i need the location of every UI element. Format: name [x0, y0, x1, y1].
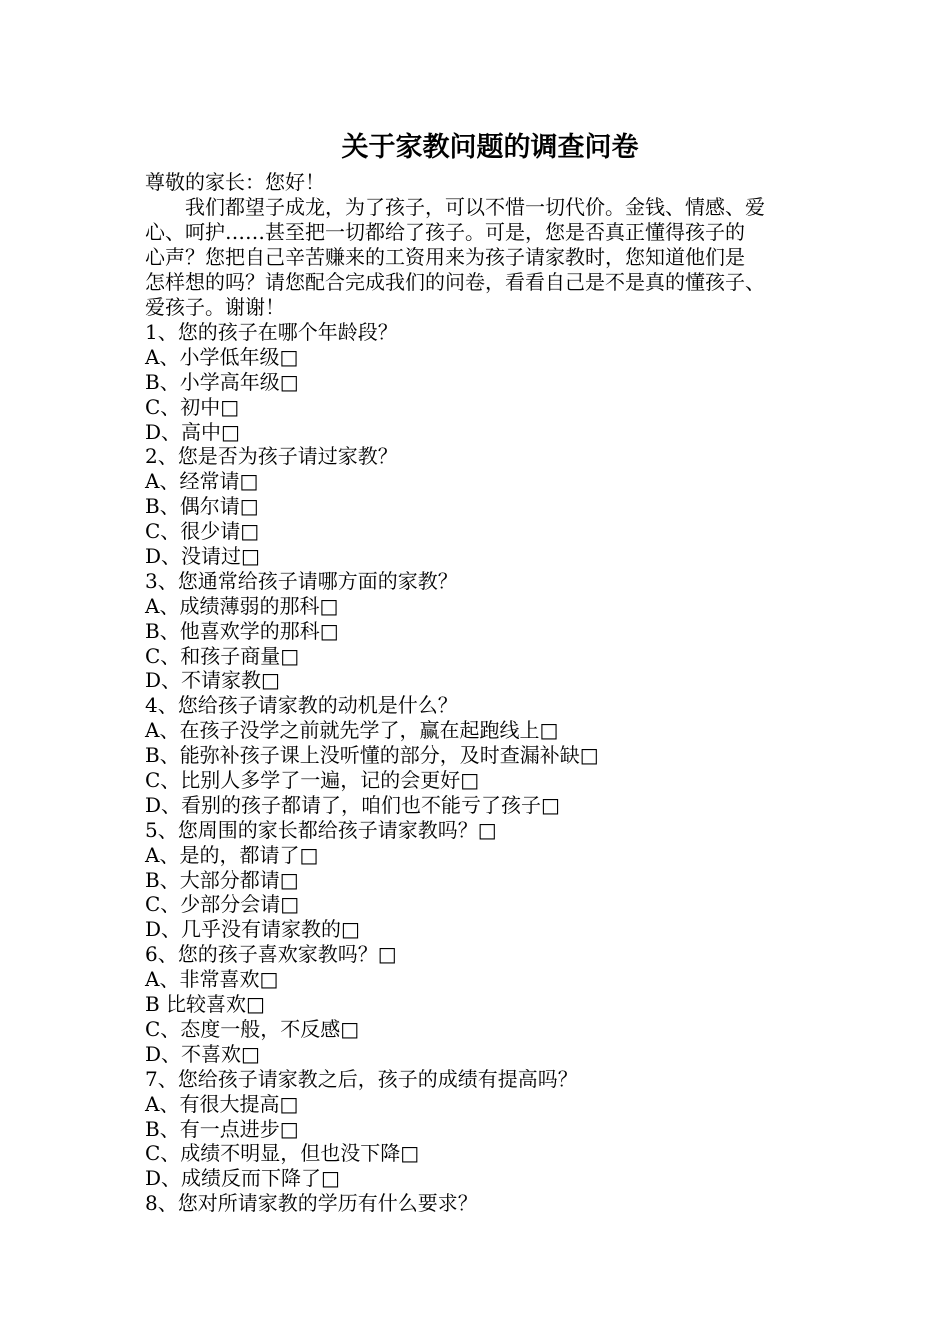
- option-b: B、偶尔请□: [145, 494, 259, 519]
- intro-line: 心声？您把自己辛苦赚来的工资用来为孩子请家教时，您知道他们是: [145, 245, 745, 269]
- intro-line: 爱孩子。谢谢！: [145, 295, 285, 319]
- option-b: B、大部分都请□: [145, 867, 299, 892]
- option-c: C、和孩子商量□: [145, 643, 300, 668]
- question-text: 5、您周围的家长都给孩子请家教吗？□: [145, 817, 497, 842]
- question-text: 6、您的孩子喜欢家教吗？□: [145, 942, 397, 967]
- option-c: C、态度一般，不反感□: [145, 1016, 360, 1041]
- question-text: 1、您的孩子在哪个年龄段？: [145, 320, 398, 344]
- document-page: [145, 126, 825, 1216]
- option-a: A、成绩薄弱的那科□: [145, 593, 339, 618]
- question-text: 3、您通常给孩子请哪方面的家教？: [145, 568, 458, 593]
- option-c: C、少部分会请□: [145, 892, 300, 917]
- question-text: 8、您对所请家教的学历有什么要求？: [145, 1191, 478, 1216]
- question-2: [145, 444, 825, 568]
- option-d: D、几乎没有请家教的□: [145, 917, 360, 942]
- option-d: D、成绩反而下降了□: [145, 1166, 340, 1191]
- question-8: [145, 1191, 825, 1216]
- question-5: [145, 818, 825, 942]
- option-d: D、不喜欢□: [145, 1041, 260, 1066]
- option-c: C、初中□: [145, 394, 240, 419]
- question-6: [145, 942, 825, 1066]
- option-d: D、没请过□: [145, 544, 260, 569]
- option-d: D、高中□: [145, 419, 240, 444]
- option-d: D、看别的孩子都请了，咱们也不能亏了孩子□: [145, 792, 560, 817]
- option-a: A、小学低年级□: [145, 344, 299, 369]
- intro-line: 心、呵护……甚至把一切都给了孩子。可是，您是否真正懂得孩子的: [145, 220, 745, 244]
- intro-line: 我们都望子成龙，为了孩子，可以不惜一切代价。金钱、情感、爱: [185, 195, 765, 219]
- question-text: 2、您是否为孩子请过家教？: [145, 444, 398, 469]
- option-a: A、在孩子没学之前就先学了，赢在起跑线上□: [145, 718, 559, 743]
- option-d: D、不请家教□: [145, 668, 280, 693]
- document-title: 关于家教问题的调查问卷: [341, 132, 639, 163]
- question-4: [145, 693, 825, 817]
- option-c: C、很少请□: [145, 519, 260, 544]
- option-b: B、他喜欢学的那科□: [145, 618, 339, 643]
- option-a: A、非常喜欢□: [145, 967, 279, 992]
- greeting: 尊敬的家长：您好！: [145, 170, 325, 194]
- option-b: B、有一点进步□: [145, 1116, 299, 1141]
- intro-line: 怎样想的吗？请您配合完成我们的问卷，看看自己是不是真的懂孩子、: [145, 270, 765, 294]
- option-c: C、成绩不明显，但也没下降□: [145, 1141, 420, 1166]
- option-c: C、比别人多学了一遍，记的会更好□: [145, 768, 480, 793]
- question-text: 7、您给孩子请家教之后，孩子的成绩有提高吗？: [145, 1066, 578, 1091]
- option-a: A、是的，都请了□: [145, 842, 319, 867]
- question-text: 4、您给孩子请家教的动机是什么？: [145, 693, 458, 718]
- question-1: [145, 320, 825, 444]
- option-a: A、经常请□: [145, 469, 259, 494]
- question-7: [145, 1067, 825, 1191]
- intro-paragraph: [145, 195, 825, 320]
- option-b: B、能弥补孩子课上没听懂的部分，及时查漏补缺□: [145, 743, 599, 768]
- option-b: B 比较喜欢□: [145, 992, 265, 1017]
- option-a: A、有很大提高□: [145, 1091, 299, 1116]
- option-b: B、小学高年级□: [145, 369, 299, 394]
- question-3: [145, 569, 825, 693]
